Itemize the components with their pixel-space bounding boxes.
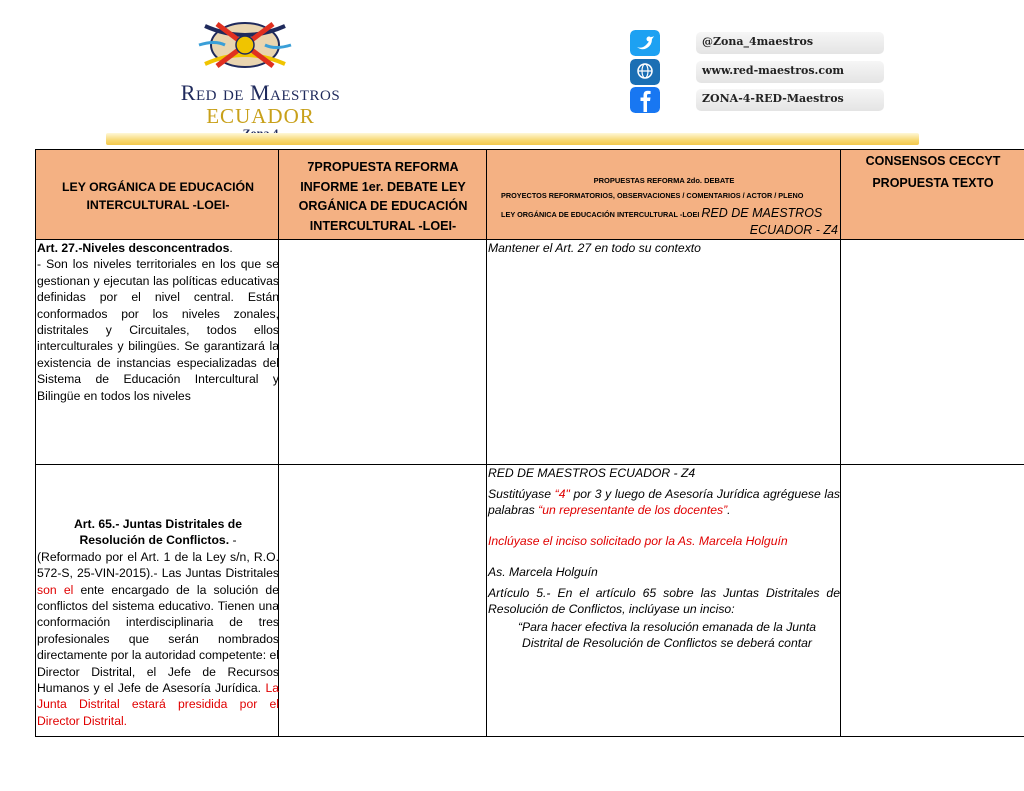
row2-proposal-actor: RED DE MAESTROS ECUADOR - Z4 [488,466,696,480]
row1-law-text [37,240,279,404]
logo-country: ECUADOR [206,104,315,128]
globe-icon [630,59,660,85]
row1-law-body: - Son los niveles territoriales en los que se gestionan y ejecutan las políticas educativas definidas por el nivel central. Están conformados por los niveles zonales, distritales y Circuitales, todos ellos interculturales y bilingües. Se garantizará la existencia de instancias especializadas del Sistema de Educación Intercultural y Bilingüe en todos los niveles [37,257,279,403]
row2-proposal-p3: As. Marcela Holguín [488,565,598,579]
header-cell-law [35,149,279,240]
header-consensus-line2: PROPUESTA TEXTO [872,176,994,190]
row2-proposal-p5: “Para hacer efectiva la resolución emanada de la Junta Distrital de Resolución de Conflictos se deberá contar [517,620,817,651]
row2-law-title-block [37,516,279,549]
social-twitter-text: @Zona_4maestros [702,35,814,48]
header-cell-consensus [841,149,1024,240]
header-second-debate-actor-b: ECUADOR - Z4 [749,223,838,237]
social-website-text: www.red-maestros.com [702,64,845,77]
row2-p1-c: . [727,503,731,518]
facebook-icon [630,87,660,113]
header-law-text: LEY ORGÁNICA DE EDUCACIÓN INTERCULTURAL -LOEI- [62,180,254,212]
row2-law-body-red1: son el [37,582,74,597]
row1-first-debate-cell [279,240,487,465]
social-facebook[interactable] [630,87,885,111]
header-consensus-line1: CONSENSOS CECCYT [865,154,1001,168]
row2-law-title-end: - [229,533,237,548]
row1-consensus-cell [841,240,1024,465]
row2-p1-a: Sustitúyase [488,487,555,501]
row2-law-body-red2: La Junta Distrital estará presidida por el Director Distrital. [37,681,279,728]
row2-consensus-cell [841,465,1024,737]
header-second-debate-line1: PROPUESTAS REFORMA 2do. DEBATE [593,176,735,185]
header-cell-first-debate [279,149,487,240]
row1-proposal-text: Mantener el Art. 27 en todo su contexto [488,241,701,255]
row1-law-cell [35,240,279,465]
row2-law-body-a: (Reformado por el Art. 1 de la Ley s/n, R.O. 572-S, 25-VIN-2015).- Las Juntas Distritales [37,549,279,581]
social-twitter[interactable] [630,30,885,54]
twitter-icon [630,30,660,56]
row1-proposal-cell [487,240,841,465]
header-cell-second-debate [487,149,841,240]
row2-p1-red1: “4" [554,487,570,501]
header-second-debate-line3 [501,206,841,220]
row2-p1-red2: “un representante de los docentes” [538,503,728,518]
social-facebook-text: ZONA-4-RED-Maestros [702,92,844,105]
row2-p1-b: por 3 y luego de Asesoría Jurídica agréguese las palabras [488,487,840,518]
row2-law-title: Art. 65.- Juntas Distritales de Resolución de Conflictos. [74,517,242,548]
row2-proposal-p1 [488,486,840,519]
header-second-debate-line2: PROYECTOS REFORMATORIOS, OBSERVACIONES / COMENTARIOS / ACTOR / PLENO [501,191,804,200]
social-website[interactable] [630,59,885,83]
header-second-debate-law: LEY ORGÁNICA DE EDUCACIÓN INTERCULTURAL -LOEI [501,210,700,219]
header-second-debate-actor-a: RED DE MAESTROS [701,206,823,220]
row2-proposal-p2: Inclúyase el inciso solicitado por la As. Marcela Holguín [488,534,788,548]
row2-law-text [37,516,279,729]
header-first-debate-label: 7PROPUESTA REFORMA INFORME 1er. DEBATE LEY ORGÁNICA DE EDUCACIÓN INTERCULTURAL -LOEI- [298,160,468,233]
header-divider-bar [106,133,919,145]
row2-proposal-p4: Artículo 5.- En el artículo 65 sobre las Juntas Distritales de Resolución de Conflictos, inclúyase un inciso: [488,586,840,617]
row2-proposal-cell [487,465,841,737]
logo-title: Red de Maestros [180,80,341,105]
row1-law-title-end: . [229,241,233,255]
header-first-debate-text [289,158,477,236]
red-de-maestros-emblem-icon [195,14,295,76]
row2-law-cell [35,465,279,737]
row2-law-body-b: ente encargado de la solución de conflictos del sistema educativo. Tienen una conformación interdisciplinaria de tres profesionales que serán nombrados directamente por la autoridad competente: el Director Distrital, el Jefe de Recursos Humanos y el Jefe de Asesoría Jurídica. [37,582,279,696]
row2-first-debate-cell [279,465,487,737]
red-de-maestros-logo [160,14,360,129]
row1-law-title: Art. 27.-Niveles desconcentrados [37,241,230,255]
